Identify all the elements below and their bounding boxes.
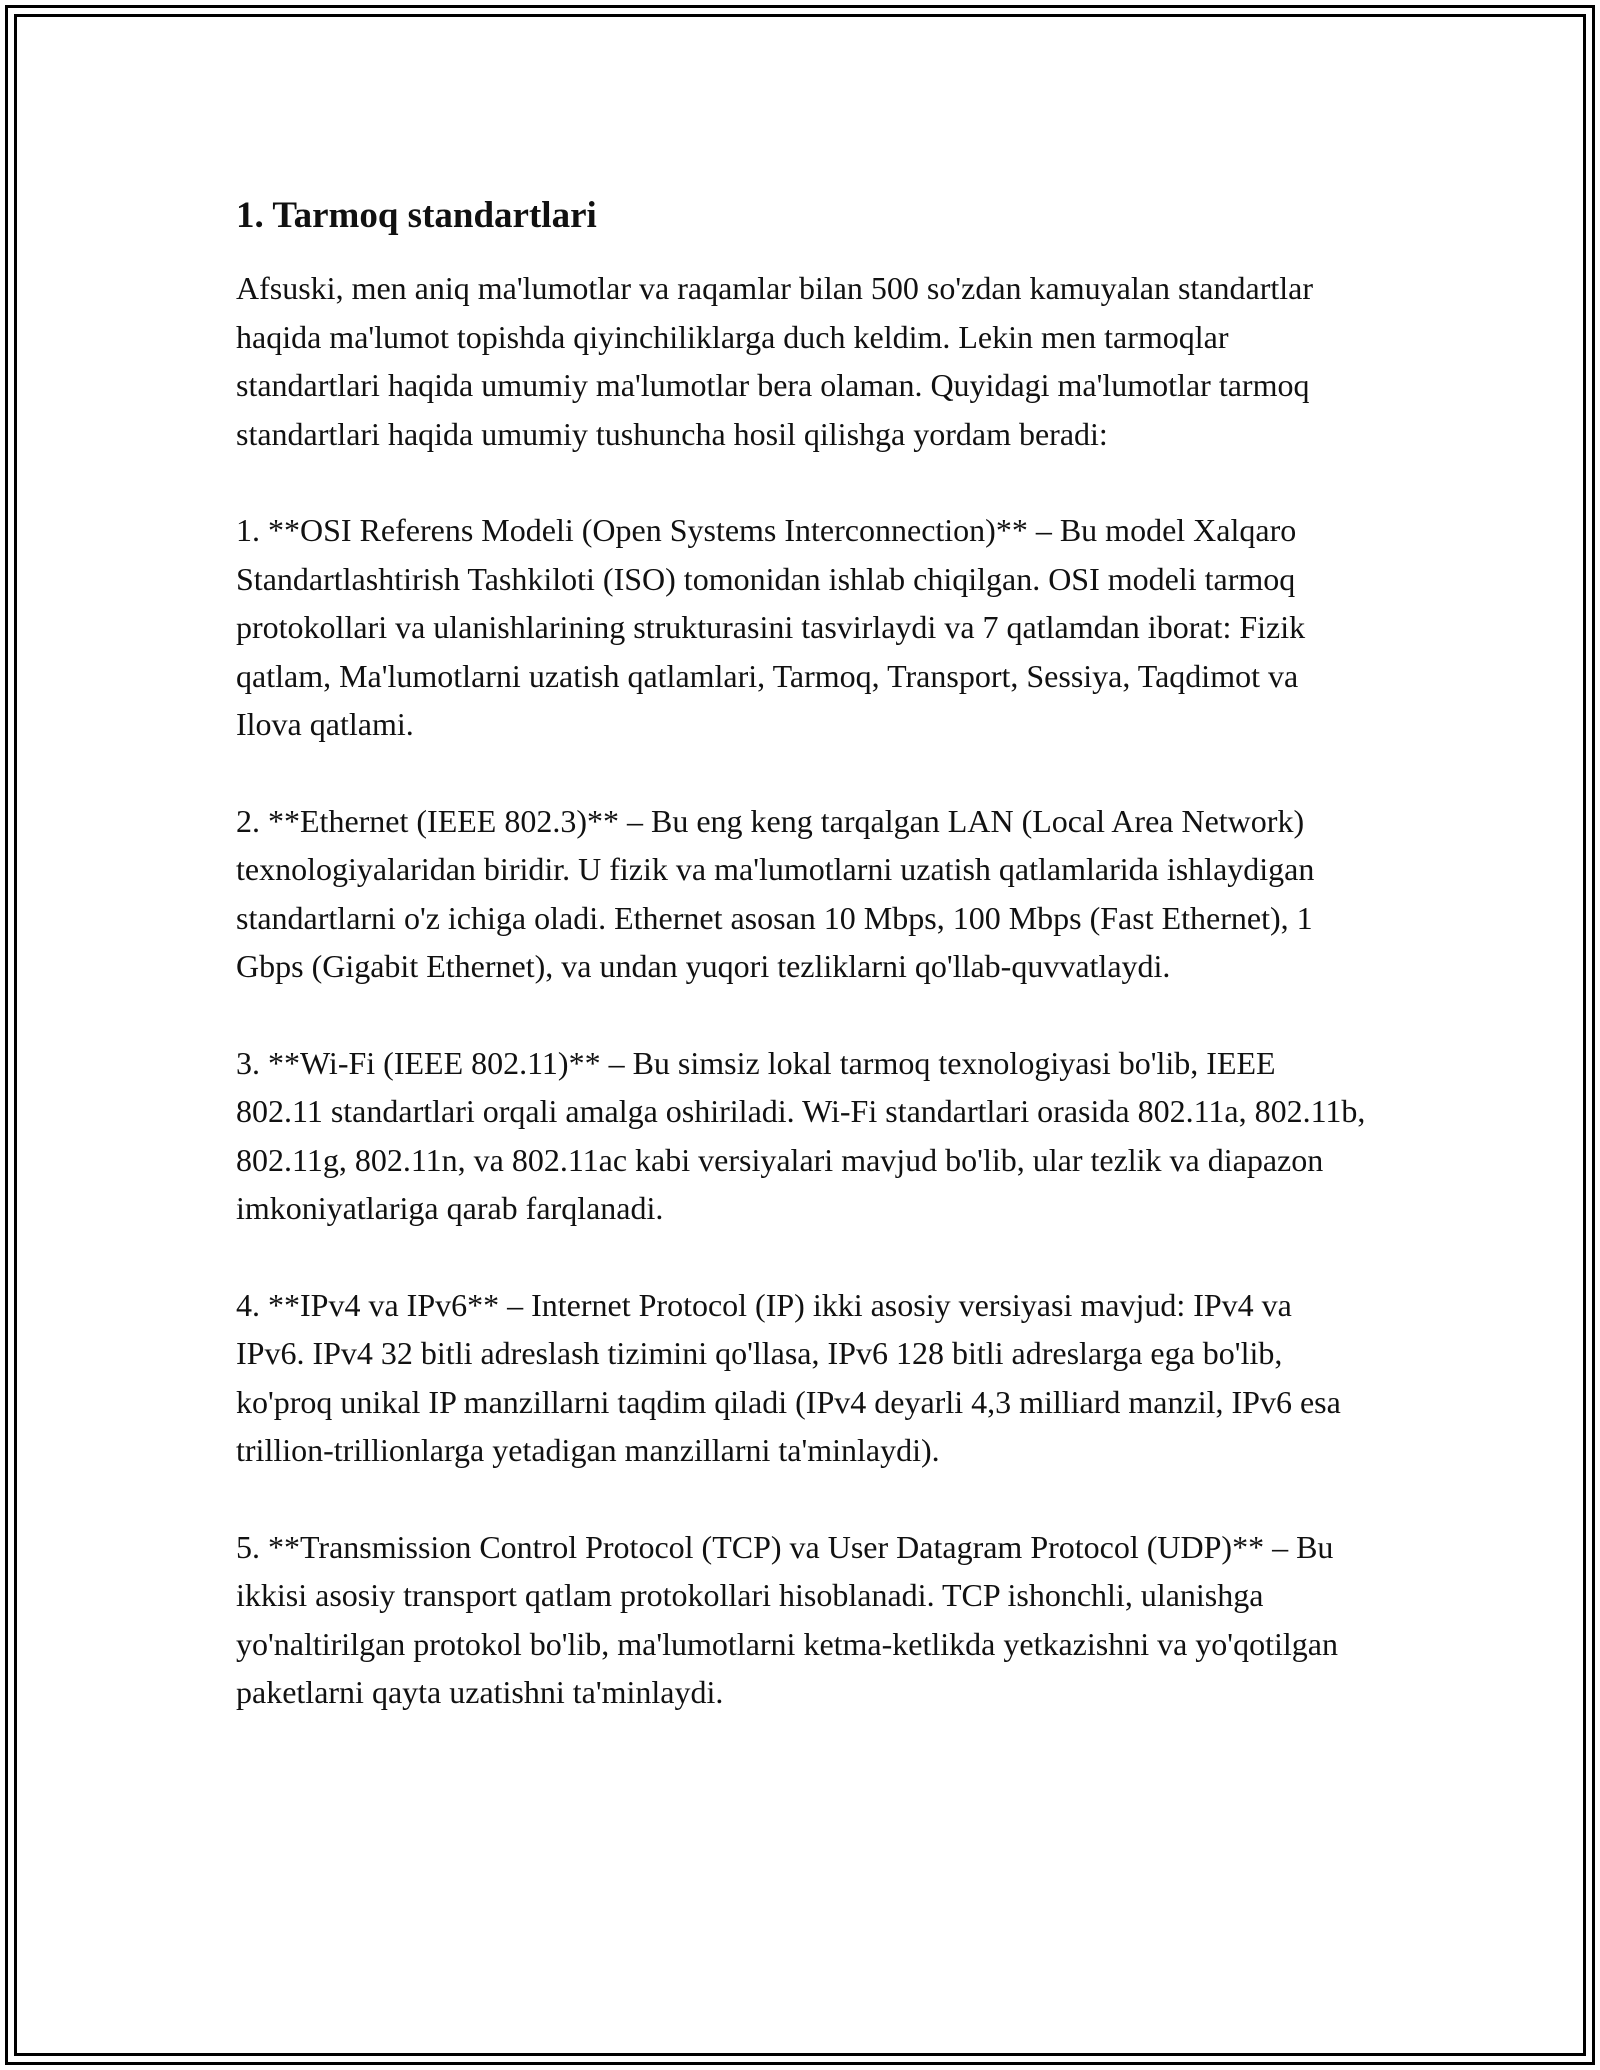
- paragraph-tcp-udp: 5. **Transmission Control Protocol (TCP) va User Datagram Protocol (UDP)** – Bu ikkisi asosiy transport qatlam protokollari hisoblanadi. TCP ishonchli, ulanishga yo'naltirilgan protokol bo'lib, ma'lumotlarni ketma-ketlikda yetkazishni va yo'qotilgan paketlarni qayta uzatishni ta'minlaydi.: [236, 1528, 1338, 1710]
- intro-paragraph: Afsuski, men aniq ma'lumotlar va raqamlar bilan 500 so'zdan kamuyalan standartlar haqida ma'lumot topishda qiyinchiliklarga duch keldim. Lekin men tarmoqlar standartlari haqida umumiy ma'lumotlar bera olaman. Quyidagi ma'lumotlar tarmoq standartlari haqida umumiy tushuncha hosil qilishga yordam beradi:: [236, 270, 1313, 452]
- paragraph-ethernet: 2. **Ethernet (IEEE 802.3)** – Bu eng keng tarqalgan LAN (Local Area Network) texnologiyalaridan biridir. U fizik va ma'lumotlarni uzatish qatlamlarida ishlaydigan standartlarni o'z ichiga oladi. Ethernet asosan 10 Mbps, 100 Mbps (Fast Ethernet), 1 Gbps (Gigabit Ethernet), va undan yuqori tezliklarni qo'llab-quvvatlaydi.: [236, 802, 1315, 984]
- paragraph-osi-model: 1. **OSI Referens Modeli (Open Systems Interconnection)** – Bu model Xalqaro Standartlashtirish Tashkiloti (ISO) tomonidan ishlab chiqilgan. OSI modeli tarmoq protokollari va ulanishlarining strukturasini tasvirlaydi va 7 qatlamdan iborat: Fizik qatlam, Ma'lumotlarni uzatish qatlamlari, Tarmoq, Transport, Sessiya, Taqdimot va Ilova qatlami.: [236, 512, 1306, 742]
- paragraph-wifi: 3. **Wi-Fi (IEEE 802.11)** – Bu simsiz lokal tarmoq texnologiyasi bo'lib, IEEE 802.11 standartlari orqali amalga oshiriladi. Wi-Fi standartlari orasida 802.11a, 802.11b, 802.11g, 802.11n, va 802.11ac kabi versiyalari mavjud bo'lib, ular tezlik va diapazon imkoniyatlariga qarab farqlanadi.: [236, 1044, 1366, 1226]
- document-body: [236, 186, 1366, 1765]
- paragraph-ipv4-ipv6: 4. **IPv4 va IPv6** – Internet Protocol (IP) ikki asosiy versiyasi mavjud: IPv4 va IPv6. IPv4 32 bitli adreslash tizimini qo'llasa, IPv6 128 bitli adreslarga ega bo'lib, ko'proq unikal IP manzillarni taqdim qiladi (IPv4 deyarli 4,3 milliard manzil, IPv6 esa trillion-trillionlarga yetadigan manzillarni ta'minlaydi).: [236, 1286, 1341, 1468]
- section-heading: 1. Tarmoq standartlari: [236, 195, 597, 236]
